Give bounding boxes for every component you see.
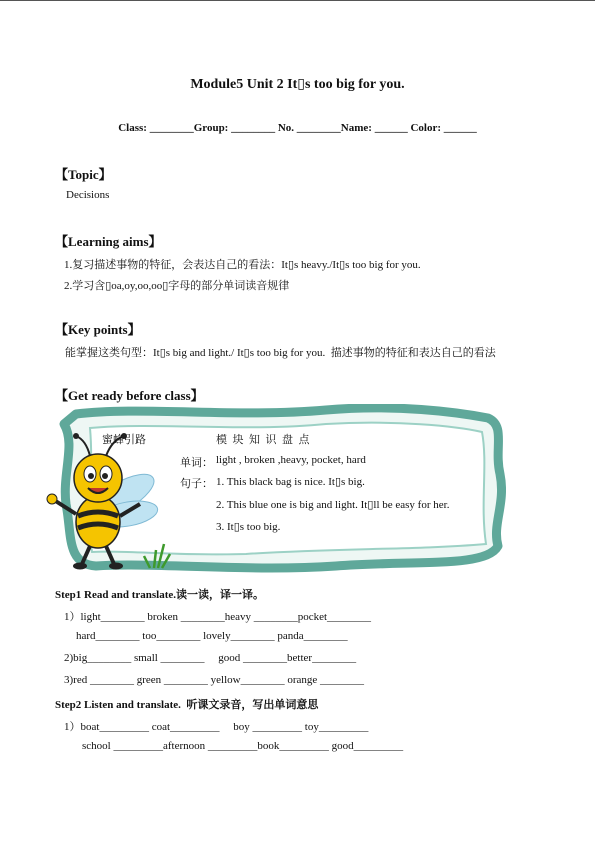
sentence-item: 1. This black bag is nice. It▯s big. (216, 476, 365, 488)
student-info-line: Class: ________Group: ________ No. ________Name: ______ Color: ______ (118, 122, 477, 134)
step1-row: 2)big________ small ________ good ________better________ (64, 652, 357, 664)
step1-heading: Step1 Read and translate.读一读，译一译。 (55, 589, 265, 601)
step2-heading: Step2 Listen and translate. 听课文录音，写出单词意思 (55, 699, 319, 711)
key-points-text: 能掌握这类句型：It▯s big and light./ It▯s too big for you. 描述事物的特征和表达自己的看法 (65, 347, 496, 359)
get-ready-heading: 【Get ready before class】 (55, 388, 204, 403)
learning-aims-heading: 【Learning aims】 (55, 234, 162, 249)
guide-label: 蜜蜂引路 (102, 434, 146, 446)
words-label: 单词： (180, 457, 213, 469)
step2-row: 1）boat_________ coat_________ boy _________ toy_________ (64, 721, 369, 733)
step1-row: 1）light________ broken ________heavy ________pocket________ (64, 611, 372, 623)
page-title: Module5 Unit 2 It▯s too big for you. (190, 77, 405, 92)
topic-heading: 【Topic】 (55, 167, 112, 182)
step1-row: 3)red ________ green ________ yellow________ orange ________ (64, 674, 365, 686)
words-list: light , broken ,heavy, pocket, hard (216, 454, 366, 466)
knowledge-box-title: 模 块 知 识 盘 点 (216, 434, 310, 446)
aim-item: 1.复习描述事物的特征，会表达自己的看法：It▯s heavy./It▯s too big for you. (64, 259, 421, 271)
topic-text: Decisions (66, 189, 110, 201)
knowledge-frame (36, 404, 506, 574)
sentence-item: 3. It▯s too big. (216, 521, 281, 533)
step1-row: hard________ too________ lovely________ panda________ (76, 630, 348, 642)
key-points-heading: 【Key points】 (55, 322, 141, 337)
sentences-label: 句子： (180, 478, 213, 490)
top-rule (0, 0, 595, 1)
aim-item: 2.学习含▯oa,oy,oo,oo▯字母的部分单词读音规律 (64, 280, 290, 292)
step2-row: school _________afternoon _________book_________ good_________ (82, 740, 404, 752)
sentence-item: 2. This blue one is big and light. It▯ll be easy for her. (216, 499, 450, 511)
